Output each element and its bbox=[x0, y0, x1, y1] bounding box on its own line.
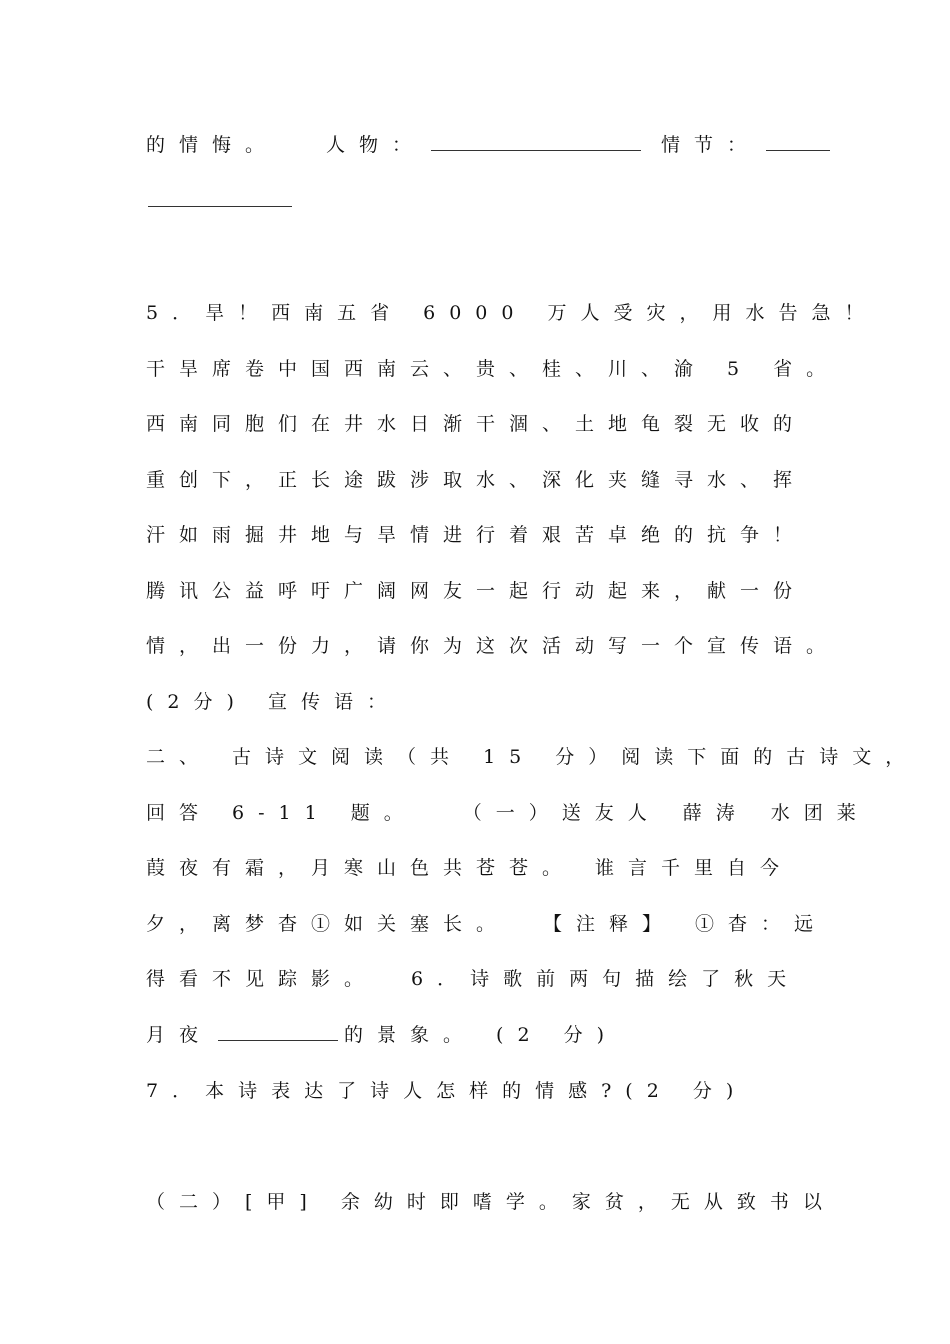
text-segment: 的情悔。 bbox=[146, 134, 279, 156]
label-plot: 情节： bbox=[661, 134, 761, 156]
text-line-5: 西南同胞们在井水日渐干涸、土地龟裂无收的 bbox=[146, 413, 807, 435]
text-line-12 bbox=[146, 799, 870, 827]
poem-text: 谁言千里自今 bbox=[595, 857, 794, 879]
poem-author: 薛涛 bbox=[682, 802, 749, 824]
text-segment: 回答 6-11 题。 bbox=[146, 802, 417, 824]
question-6: 的景象。 (2 分) bbox=[344, 1024, 619, 1046]
poem-text: 夕，离梦杳①如关塞长。 bbox=[146, 913, 510, 935]
question-7: 7．本诗表达了诗人怎样的情感?(2 分) bbox=[146, 1080, 748, 1102]
text-line-18: （二）[甲] 余幼时即嗜学。家贫，无从致书以 bbox=[146, 1191, 836, 1213]
poem-title: （一）送友人 bbox=[462, 802, 661, 824]
text-line-15 bbox=[146, 965, 800, 993]
text-line-16 bbox=[146, 1021, 618, 1049]
answer-blank-q6[interactable] bbox=[218, 1022, 338, 1041]
text-line-8: 腾讯公益呼吁广阔网友一起行动起来，献一份 bbox=[146, 580, 807, 602]
text-line-9: 情，出一份力，请你为这次活动写一个宣传语。 bbox=[146, 635, 840, 657]
text-line-1 bbox=[146, 131, 836, 159]
question-6: 6．诗歌前两句描绘了秋天 bbox=[411, 968, 801, 990]
text-line-14 bbox=[146, 910, 827, 938]
question-6: 月夜 bbox=[146, 1024, 213, 1046]
annotation: 得看不见踪影。 bbox=[146, 968, 378, 990]
label-character: 人物： bbox=[326, 134, 426, 156]
slogan-prompt: (2分) 宣传语： bbox=[146, 691, 400, 713]
answer-blank-plot-continued[interactable] bbox=[148, 188, 292, 207]
poem-text: 葭夜有霜，月寒山色共苍苍。 bbox=[146, 857, 576, 879]
poem-text: 水团莱 bbox=[770, 802, 870, 824]
text-line-6: 重创下，正长途跋涉取水、深化夹缝寻水、挥 bbox=[146, 469, 807, 491]
answer-blank-plot[interactable] bbox=[766, 132, 830, 151]
text-line-4: 干旱席卷中国西南云、贵、桂、川、渝 5 省。 bbox=[146, 358, 840, 380]
text-line-13 bbox=[146, 854, 793, 882]
question-5-title: 5．旱！西南五省 6000 万人受灾，用水告急！ bbox=[146, 302, 878, 324]
section-2-heading: 二、 古诗文阅读（共 15 分）阅读下面的古诗文， bbox=[146, 746, 919, 768]
answer-blank-character[interactable] bbox=[431, 132, 641, 151]
text-line-7: 汗如雨掘井地与旱情进行着艰苦卓绝的抗争！ bbox=[146, 524, 807, 546]
text-line-2 bbox=[146, 187, 298, 215]
annotation: 【注释】 ①杳：远 bbox=[543, 913, 828, 935]
